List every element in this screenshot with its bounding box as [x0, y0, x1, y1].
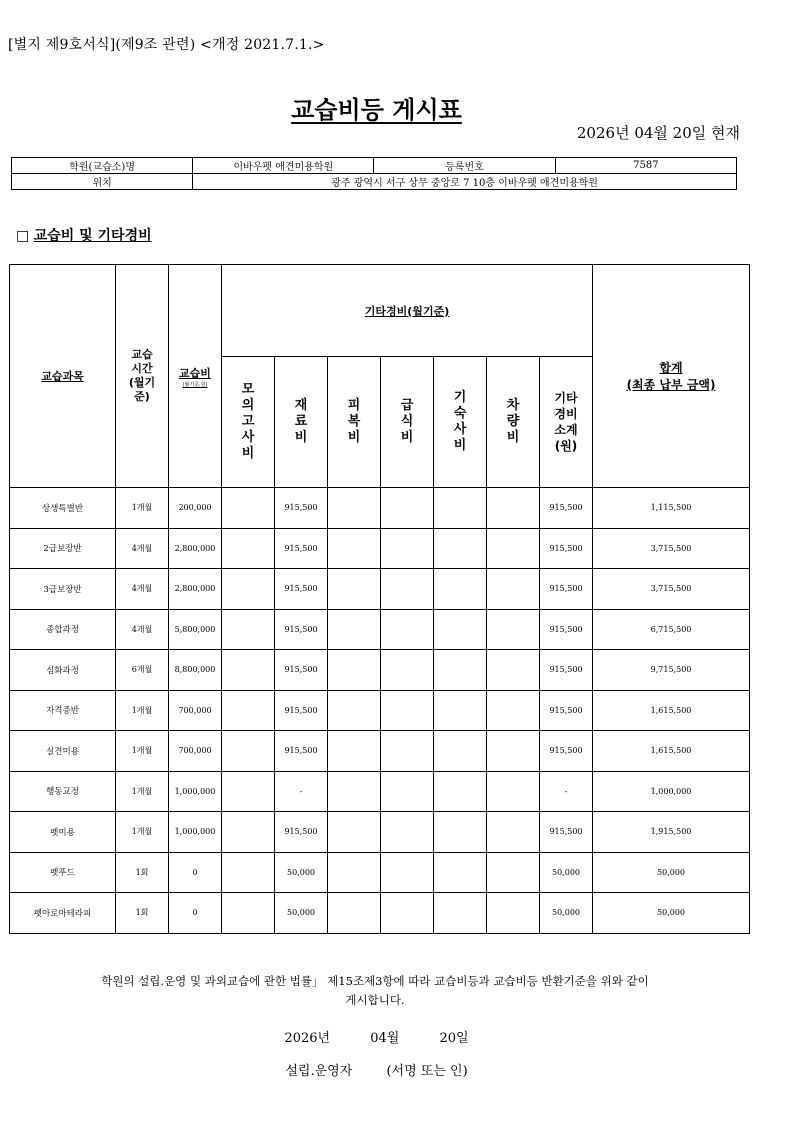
cell-subtotal: 50,000 [540, 852, 593, 893]
cell-dorm [434, 771, 487, 812]
cell-subtotal: 915,500 [540, 609, 593, 650]
header-row [10, 265, 750, 357]
header-course: 교습과목 [10, 265, 116, 488]
footer-date [0, 1027, 753, 1046]
cell-dorm [434, 690, 487, 731]
cell-material: 915,500 [275, 488, 328, 529]
cell-fee: 8,800,000 [169, 650, 222, 691]
cell-dorm [434, 609, 487, 650]
cell-total: 1,615,500 [593, 731, 750, 772]
cell-vehicle [487, 528, 540, 569]
header-subtotal: 기타경비소계(원) [540, 357, 593, 488]
cell-subtotal: 915,500 [540, 569, 593, 610]
cell-vehicle [487, 690, 540, 731]
cell-total: 50,000 [593, 852, 750, 893]
cell-fee: 2,800,000 [169, 528, 222, 569]
cell-hours: 1회 [116, 893, 169, 934]
location-label: 위치 [12, 174, 193, 190]
cell-material: 915,500 [275, 731, 328, 772]
cell-course: 펫아로마테라피 [10, 893, 116, 934]
cell-hours: 1개월 [116, 488, 169, 529]
cell-vehicle [487, 650, 540, 691]
table-row [10, 528, 750, 569]
table-row [10, 488, 750, 529]
cell-dorm [434, 731, 487, 772]
header-other-expenses: 기타경비(월기준) [222, 265, 593, 357]
cell-meal [381, 569, 434, 610]
cell-vehicle [487, 569, 540, 610]
cell-total: 6,715,500 [593, 609, 750, 650]
cell-uniform [328, 771, 381, 812]
cell-meal [381, 609, 434, 650]
cell-meal [381, 771, 434, 812]
cell-uniform [328, 609, 381, 650]
cell-material: 915,500 [275, 812, 328, 853]
section-heading [16, 225, 152, 245]
signer-label: 설립.운영자 [285, 1064, 353, 1079]
cell-uniform [328, 852, 381, 893]
academy-name-label: 학원(교습소)명 [12, 158, 193, 174]
cell-material: 50,000 [275, 893, 328, 934]
cell-vehicle [487, 893, 540, 934]
cell-subtotal: 915,500 [540, 488, 593, 529]
cell-meal [381, 650, 434, 691]
header-total: 합계 (최종 납부 금액) [593, 265, 750, 488]
table-row [10, 650, 750, 691]
cell-uniform [328, 690, 381, 731]
cell-dorm [434, 893, 487, 934]
signature-note: (서명 또는 인) [386, 1064, 468, 1079]
cell-fee: 5,800,000 [169, 609, 222, 650]
cell-meal [381, 731, 434, 772]
header-fee: 교습비 (월기준,원) [169, 265, 222, 488]
cell-mock [222, 731, 275, 772]
cell-course: 실견미용 [10, 731, 116, 772]
academy-info-table [11, 157, 737, 190]
table-row [10, 893, 750, 934]
cell-subtotal: 915,500 [540, 650, 593, 691]
cell-subtotal: 50,000 [540, 893, 593, 934]
cell-course: 심화과정 [10, 650, 116, 691]
cell-course: 펫푸드 [10, 852, 116, 893]
cell-total: 1,915,500 [593, 812, 750, 853]
header-vehicle: 차량비 [487, 357, 540, 488]
registration-number-label: 등록번호 [374, 158, 555, 174]
table-row [10, 690, 750, 731]
cell-fee: 2,800,000 [169, 569, 222, 610]
current-date: 2026년 04월 20일 현재 [576, 124, 740, 142]
table-row [10, 569, 750, 610]
cell-mock [222, 528, 275, 569]
cell-course: 펫미용 [10, 812, 116, 853]
header-material: 재료비 [275, 357, 328, 488]
info-row [12, 158, 737, 174]
header-uniform: 피복비 [328, 357, 381, 488]
cell-meal [381, 852, 434, 893]
cell-material: 915,500 [275, 569, 328, 610]
cell-mock [222, 690, 275, 731]
header-dorm: 기숙사비 [434, 357, 487, 488]
cell-material: 50,000 [275, 852, 328, 893]
cell-vehicle [487, 731, 540, 772]
cell-hours: 1회 [116, 852, 169, 893]
table-row [10, 771, 750, 812]
cell-course: 3급보장반 [10, 569, 116, 610]
cell-mock [222, 609, 275, 650]
cell-material: 915,500 [275, 528, 328, 569]
cell-vehicle [487, 852, 540, 893]
footer-notice [30, 972, 720, 1010]
section-title: 교습비 및 기타경비 [33, 228, 152, 244]
cell-uniform [328, 893, 381, 934]
cell-mock [222, 893, 275, 934]
fee-table [9, 264, 750, 934]
registration-number-value: 7587 [555, 158, 736, 174]
table-row [10, 812, 750, 853]
cell-uniform [328, 812, 381, 853]
header-total-note: (최종 납부 금액) [626, 378, 716, 392]
cell-total: 9,715,500 [593, 650, 750, 691]
cell-course: 상생특별반 [10, 488, 116, 529]
document-title: 교습비등 게시표 [291, 96, 462, 124]
footer-notice-line: 학원의 설립.운영 및 과외교습에 관한 법률」 제15조제3항에 따라 교습비등과 교습비등 반환기준을 위와 같이 [101, 974, 649, 988]
cell-fee: 200,000 [169, 488, 222, 529]
cell-hours: 4개월 [116, 569, 169, 610]
cell-dorm [434, 812, 487, 853]
cell-total: 1,115,500 [593, 488, 750, 529]
cell-mock [222, 569, 275, 610]
header-meal: 급식비 [381, 357, 434, 488]
cell-material: 915,500 [275, 609, 328, 650]
cell-dorm [434, 528, 487, 569]
cell-mock [222, 812, 275, 853]
table-row [10, 731, 750, 772]
table-row [10, 852, 750, 893]
cell-vehicle [487, 812, 540, 853]
header-hours: 교습시간(월기준) [116, 265, 169, 488]
cell-material: - [275, 771, 328, 812]
cell-total: 3,715,500 [593, 569, 750, 610]
cell-meal [381, 893, 434, 934]
cell-total: 1,615,500 [593, 690, 750, 731]
cell-subtotal: 915,500 [540, 812, 593, 853]
header-fee-note: (월기준,원) [182, 381, 208, 388]
cell-mock [222, 650, 275, 691]
cell-fee: 1,000,000 [169, 771, 222, 812]
cell-uniform [328, 569, 381, 610]
table-row [10, 609, 750, 650]
cell-fee: 700,000 [169, 731, 222, 772]
cell-total: 50,000 [593, 893, 750, 934]
cell-course: 종합과정 [10, 609, 116, 650]
footer-year: 2026년 [284, 1031, 331, 1046]
cell-fee: 0 [169, 893, 222, 934]
cell-course: 행동교정 [10, 771, 116, 812]
cell-dorm [434, 569, 487, 610]
cell-hours: 1개월 [116, 731, 169, 772]
cell-total: 1,000,000 [593, 771, 750, 812]
footer-notice-line: 게시합니다. [345, 993, 405, 1007]
cell-subtotal: 915,500 [540, 690, 593, 731]
cell-material: 915,500 [275, 650, 328, 691]
academy-name-value: 이바우펫 애견미용학원 [193, 158, 374, 174]
cell-dorm [434, 488, 487, 529]
cell-meal [381, 528, 434, 569]
footer-signature [0, 1060, 753, 1079]
form-label: [별지 제9호서식](제9조 관련) <개정 2021.7.1.> [8, 37, 325, 53]
cell-total: 3,715,500 [593, 528, 750, 569]
cell-hours: 4개월 [116, 528, 169, 569]
cell-hours: 1개월 [116, 690, 169, 731]
cell-hours: 4개월 [116, 609, 169, 650]
cell-mock [222, 852, 275, 893]
cell-subtotal: - [540, 771, 593, 812]
cell-meal [381, 488, 434, 529]
cell-dorm [434, 852, 487, 893]
info-row [12, 174, 737, 190]
cell-uniform [328, 488, 381, 529]
cell-vehicle [487, 488, 540, 529]
table-body [10, 488, 750, 934]
cell-hours: 1개월 [116, 812, 169, 853]
cell-material: 915,500 [275, 690, 328, 731]
cell-uniform [328, 731, 381, 772]
checkbox-square-icon: □ [16, 228, 30, 244]
cell-subtotal: 915,500 [540, 731, 593, 772]
footer-day: 20일 [439, 1031, 469, 1046]
cell-hours: 1개월 [116, 771, 169, 812]
cell-fee: 700,000 [169, 690, 222, 731]
cell-meal [381, 690, 434, 731]
cell-hours: 6개월 [116, 650, 169, 691]
cell-fee: 1,000,000 [169, 812, 222, 853]
cell-meal [381, 812, 434, 853]
cell-uniform [328, 528, 381, 569]
cell-course: 2급보장반 [10, 528, 116, 569]
cell-mock [222, 771, 275, 812]
cell-subtotal: 915,500 [540, 528, 593, 569]
footer-month: 04월 [370, 1031, 400, 1046]
cell-vehicle [487, 609, 540, 650]
cell-fee: 0 [169, 852, 222, 893]
cell-vehicle [487, 771, 540, 812]
cell-dorm [434, 650, 487, 691]
cell-course: 자격증반 [10, 690, 116, 731]
header-mock-exam: 모의고사비 [222, 357, 275, 488]
cell-mock [222, 488, 275, 529]
cell-uniform [328, 650, 381, 691]
location-value: 광주 광역시 서구 상무 중앙로 7 10층 이바우펫 애견미용학원 [193, 174, 737, 190]
